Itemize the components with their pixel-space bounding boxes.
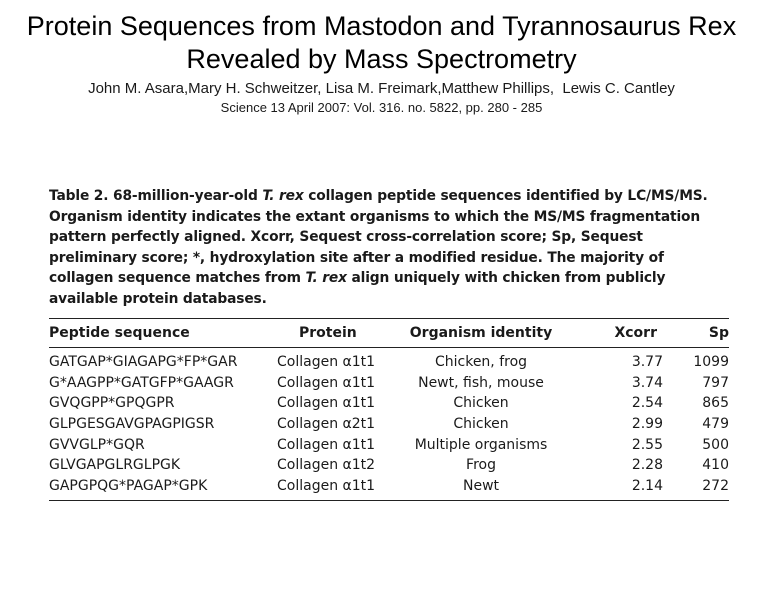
cell-sp: 272 [702, 477, 729, 494]
slide-title: Protein Sequences from Mastodon and Tyrannosaurus Rex Revealed by Mass Spectrometry [26, 11, 737, 74]
cell-peptide-sequence: GLVGAPGLRGLPGK [49, 457, 181, 474]
table-caption [49, 186, 729, 309]
cell-xcorr: 2.55 [631, 436, 663, 453]
cell-protein: Collagen α1t1 [277, 354, 376, 371]
table-top-rule [49, 318, 729, 319]
cell-peptide-sequence: GVQGPP*GPQGPR [49, 395, 175, 412]
cell-sp: 797 [702, 374, 729, 391]
cell-xcorr: 2.99 [631, 416, 663, 433]
cell-peptide-sequence: GAPGPQG*PAGAP*GPK [49, 477, 208, 494]
table-figure [49, 186, 729, 501]
table-row [49, 352, 729, 373]
author-list: John M. Asara,Mary H. Schweitzer, Lisa M. Freimark,Matthew Phillips, Lewis C. Cantley [88, 80, 675, 97]
cell-sp: 410 [702, 457, 729, 474]
cell-xcorr: 2.54 [631, 395, 663, 412]
table-row [49, 393, 729, 414]
cell-organism-identity: Frog [466, 457, 496, 474]
header-xcorr: Xcorr [614, 325, 657, 341]
cell-peptide-sequence: GLPGESGAVGPAGPIGSR [49, 416, 215, 433]
table-row [49, 434, 729, 455]
table-caption-label: Table 2. [49, 188, 109, 204]
cell-protein: Collagen α1t1 [277, 436, 376, 453]
cell-protein: Collagen α1t1 [277, 395, 376, 412]
table-row [49, 373, 729, 394]
cell-protein: Collagen α1t1 [277, 374, 376, 391]
table-caption-text: collagen peptide sequences identified by LC/MS/MS. Organism identity indicates the extant organisms to which the MS/MS fragmentation pattern perfectly aligned. Xcorr, Sequest cross-correlation score; Sp, Sequest preliminary score; *, hydroxylation site after a modified residue. The majority of collagen sequence matches from [49, 188, 708, 286]
cell-sp: 1099 [693, 354, 729, 371]
table-caption-text: 68-million-year-old [108, 188, 263, 204]
cell-xcorr: 2.28 [631, 457, 663, 474]
cell-sp: 479 [702, 416, 729, 433]
cell-xcorr: 3.77 [631, 354, 663, 371]
table-row [49, 455, 729, 476]
table-header-rule [49, 347, 729, 348]
header-organism-identity: Organism identity [409, 325, 553, 341]
table-row [49, 476, 729, 497]
cell-protein: Collagen α2t1 [277, 416, 376, 433]
cell-protein: Collagen α1t2 [277, 457, 376, 474]
cell-peptide-sequence: GVVGLP*GQR [49, 436, 145, 453]
table-caption-text: align uniquely with chicken from publicly available protein databases. [49, 270, 666, 307]
cell-organism-identity: Newt [462, 477, 500, 494]
cell-xcorr: 3.74 [631, 374, 663, 391]
cell-sp: 865 [702, 395, 729, 412]
table-bottom-rule [49, 500, 729, 501]
cell-xcorr: 2.14 [631, 477, 663, 494]
cell-peptide-sequence: G*AAGPP*GATGFP*GAAGR [49, 374, 234, 391]
cell-organism-identity: Multiple organisms [414, 436, 548, 453]
cell-peptide-sequence: GATGAP*GIAGAPG*FP*GAR [49, 354, 238, 371]
header-protein: Protein [299, 325, 357, 341]
cell-organism-identity: Chicken [453, 416, 509, 433]
table-header-row [49, 322, 729, 344]
cell-organism-identity: Chicken [453, 395, 509, 412]
cell-organism-identity: Newt, fish, mouse [418, 374, 544, 391]
table-caption-italic: T. rex [262, 188, 304, 204]
table-caption-italic: T. rex [305, 270, 347, 286]
cell-sp: 500 [702, 436, 729, 453]
cell-protein: Collagen α1t1 [277, 477, 376, 494]
table-row [49, 414, 729, 435]
header-peptide-sequence: Peptide sequence [49, 325, 190, 341]
header-sp: Sp [708, 325, 729, 341]
citation: Science 13 April 2007: Vol. 316. no. 5822, pp. 280 - 285 [220, 100, 543, 115]
cell-organism-identity: Chicken, frog [434, 354, 528, 371]
